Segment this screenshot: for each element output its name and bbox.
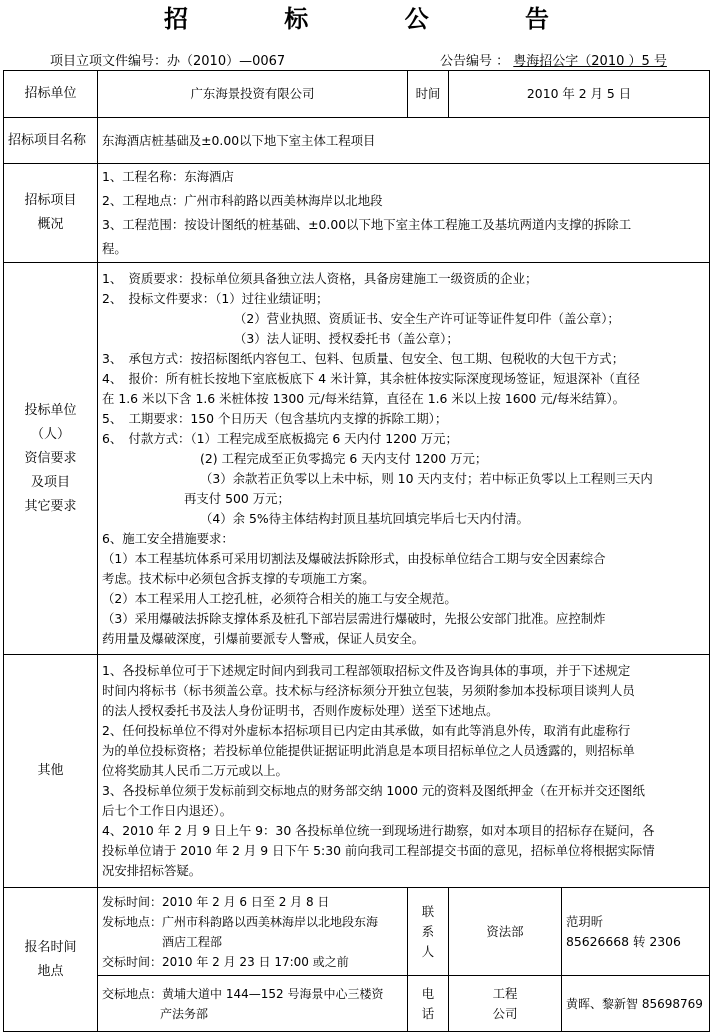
other-line: 时间内将标书（标书须盖公章。技术标与经济标须分开独立包装，另须附参加本投标项目谈判人员 [102,683,635,698]
other-line: 的法人授权委托书及法人身份证明书，否则作废标处理）送至下述地点。 [102,703,499,718]
row-qualification [4,263,710,655]
registration-label-line: 报名时间 [24,939,77,955]
row-project-overview [4,164,710,263]
qualification-line: 在 1.6 米以下含 1.6 米桩体按 1300 元/每米结算，直径在 1.6 米以上按 1600 元/每米结算）。 [102,390,626,406]
project-number: 项目立项文件编号：办（2010）—0067 [50,54,286,69]
issue-info [98,888,408,976]
qualification-line: 3、 承包方式：按招标图纸内容包工、包料、包质量、包安全、包工期、包税收的大包干方式； [102,350,625,366]
other-line: 位将奖励其人民币二万元或以上。 [102,763,288,778]
other-line: 况安排招标答疑。 [102,863,202,878]
qualification-label-line: 其它要求 [24,498,77,514]
registration-label [4,888,98,1032]
row-tender-unit [4,71,710,118]
contact-label-char: 人 [421,943,435,959]
tender-unit-label: 招标单位 [4,71,98,118]
submission-info [98,976,408,1032]
qualification-line: 6、施工安全措施要求： [102,530,234,546]
issue-line: 交标时间：2010 年 2 月 23 日 17:00 或之前 [102,954,349,969]
qualification-line: （3）法人证明、授权委托书（盖公章）； [234,330,459,346]
qualification-line: （2）本工程采用人工挖孔桩，必须符合相关的施工与安全规范。 [102,590,457,606]
other-line: 1、各投标单位可于下述规定时间内到我司工程部领取招标文件及咨询具体的事项，并于下述规定 [102,663,631,678]
qualification-line: （4）余 5%待主体结构封顶且基坑回填完毕后七天内付清。 [200,510,529,526]
submission-line: 产法务部 [160,1006,209,1021]
qualification-line: 4、 报价：所有桩长按地下室底板底下 4 米计算，其余桩体按实际深度现场签证，短退深补（直径 [102,370,640,386]
qualification-label-line: （人） [30,426,70,442]
tender-unit-value: 广东海景投资有限公司 [98,71,408,118]
engineering-company [449,976,562,1032]
overview-content [98,164,710,263]
qualification-line: （2）营业执照、资质证书、安全生产许可证等证件复印件（盖公章）； [234,310,620,326]
other-label: 其他 [4,655,98,888]
issue-line: 酒店工程部 [102,934,223,949]
other-line: 为的单位投标资格；若投标单位能提供证据证明此消息是本项目招标单位之人员透露的，则招标单 [102,743,635,758]
row-registration [4,888,710,976]
registration-label-line: 地点 [37,963,64,979]
other-line: 投标单位请于 2010 年 2 月 9 日下午 5:30 前向我司工程部提交书面的意见，招标单位将根据实际情 [102,843,655,858]
row-other [4,655,710,888]
overview-label-line: 招标项目 [24,193,77,208]
qualification-label [4,263,98,655]
time-value: 2010 年 2 月 5 日 [449,71,710,118]
qualification-label-line: 资信要求 [24,450,77,466]
row-project-name [4,118,710,164]
qualification-content [98,263,710,655]
time-label: 时间 [408,71,449,118]
issue-line: 发标时间：2010 年 2 月 6 日至 2 月 8 日 [102,894,330,909]
other-line: 后七个工作日内退还）。 [102,803,233,818]
phone-label-char: 话 [421,1005,435,1021]
submission-line: 交标地点：黄埔大道中 144—152 号海景中心三楼资 [102,986,384,1001]
company-contact: 黄晖、黎新智 85698769 [562,976,710,1032]
qualification-line: 6、 付款方式：（1）工程完成至底板捣完 6 天内付 1200 万元； [102,430,458,446]
qualification-line: 1、 资质要求：投标单位须具备独立法人资格，具备房建施工一级资质的企业； [102,270,538,286]
qualification-line: 考虑。技术标中必须包含拆支撑的专项施工方案。 [102,570,375,586]
project-name-value: 东海酒店桩基础及±0.00以下地下室主体工程项目 [98,118,710,164]
qualification-line: 药用量及爆破深度，引爆前要派专人警戒，保证人员安全。 [102,630,425,646]
qualification-line: （3）采用爆破法拆除支撑体系及桩孔下部岩层需进行爆破时，先报公安部门批准。应控制炸 [102,610,606,626]
other-line: 2、任何投标单位不得对外虚标本招标项目已内定由其承做，如有此等消息外传，取消有此虚称行 [102,723,631,738]
qualification-line: （1）本工程基坑体系可采用切割法及爆破法拆除形式，由投标单位结合工期与安全因素综合 [102,550,606,566]
contact-label [408,888,449,976]
issue-line: 发标地点：广州市科韵路以西美林海岸以北地段东海 [102,914,379,929]
contact-person-phone: 85626668 转 2306 [566,933,681,949]
overview-line: 2、工程地点：广州市科韵路以西美林海岸以北地段 [102,193,383,208]
project-name-label: 招标项目名称 [4,118,98,164]
phone-label-char: 电 [421,985,435,1001]
qualification-line: （3）余款若正负零以上未中标，则 10 天内支付；若中标正负零以上工程则三天内 [200,470,653,486]
engineering-company-line: 公司 [492,1005,518,1021]
overview-line: 程。 [102,241,127,256]
engineering-company-line: 工程 [492,985,518,1001]
other-line: 3、各投标单位须于发标前到交标地点的财务部交纳 1000 元的资料及图纸押金（在开标并交还图纸 [102,783,645,798]
qualification-line: 2、 投标文件要求：（1）过往业绩证明； [102,290,329,306]
other-content [98,655,710,888]
contact-person [562,888,710,976]
overview-label-line: 概况 [37,217,64,232]
legal-department: 资法部 [449,888,562,976]
other-line: 4、2010 年 2 月 9 日上午 9：30 各投标单位统一到现场进行勘察，如对本项目的招标存在疑问，各 [102,823,655,838]
qualification-label-line: 及项目 [30,474,70,490]
row-submission [4,976,710,1032]
phone-label [408,976,449,1032]
notice-number-value: 粤海招公字（2010 ）5 号 [513,54,667,69]
notice-number-label: 公告编号 ： [440,54,510,69]
overview-line: 1、工程名称：东海酒店 [102,169,234,184]
contact-label-char: 系 [421,923,435,939]
qualification-label-line: 投标单位 [24,402,77,418]
qualification-line: (2) 工程完成至正负零捣完 6 天内支付 1200 万元； [200,450,488,466]
notice-number [440,50,667,69]
contact-label-char: 联 [421,903,435,919]
qualification-line: 5、 工期要求：150 个日历天（包含基坑内支撑的拆除工期）； [102,410,448,426]
contact-person-name: 范玥昕 [566,913,604,929]
notice-table [3,70,710,1032]
document-title: 招 标 公 告 [163,5,594,33]
qualification-line: 再支付 500 万元； [184,490,290,506]
overview-line: 3、工程范围：按设计图纸的桩基础、±0.00以下地下室主体工程施工及基坑两道内支撑的拆除工 [102,217,632,232]
overview-label [4,164,98,263]
